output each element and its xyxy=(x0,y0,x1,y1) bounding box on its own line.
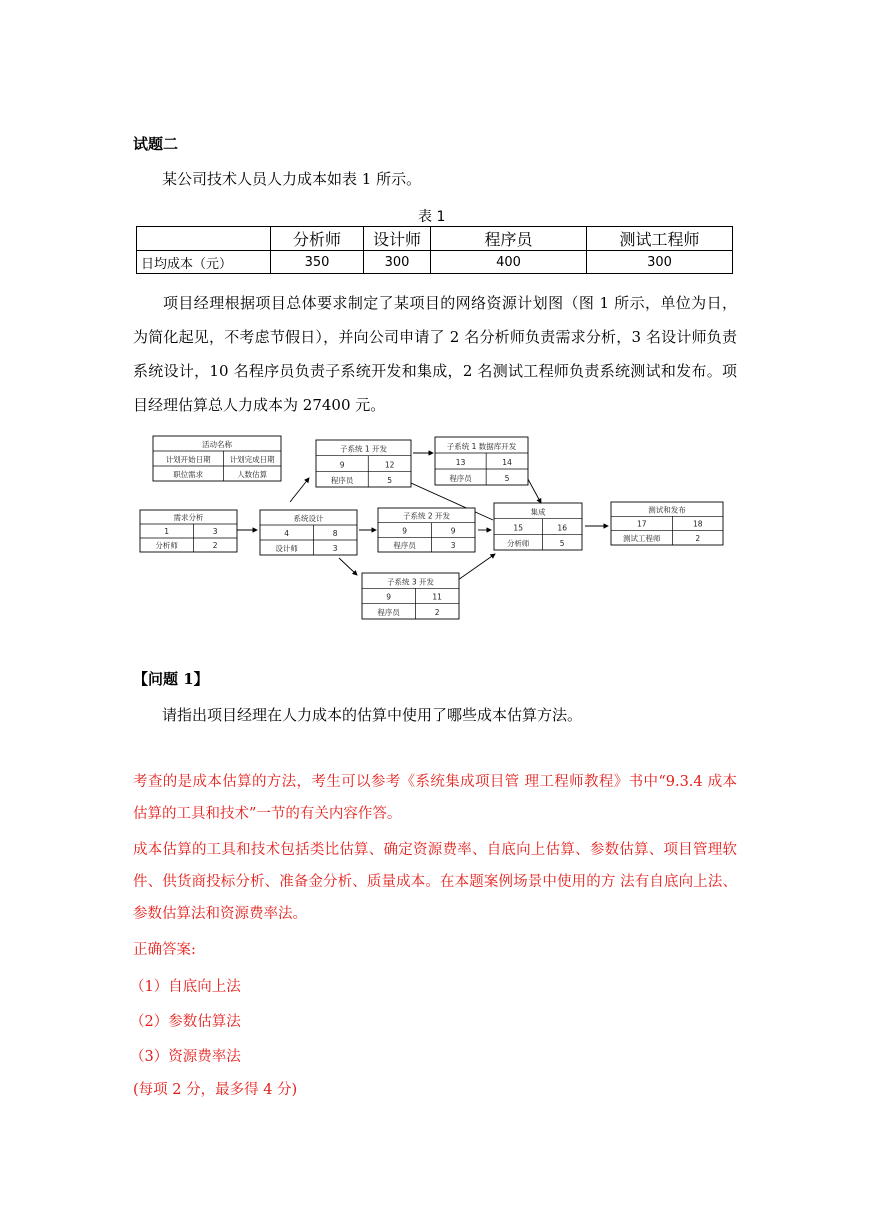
node-name: 集成 xyxy=(530,507,546,517)
node-count: 5 xyxy=(559,539,565,548)
node-end: 16 xyxy=(557,523,567,533)
intro-text: 某公司技术人员人力成本如表 1 所示。 xyxy=(162,170,422,188)
node-start: 9 xyxy=(386,592,392,602)
scoring-note: (每项 2 分，最多得 4 分) xyxy=(133,1082,298,1098)
node-start: 1 xyxy=(164,527,170,536)
table-cell: 350 xyxy=(271,251,364,274)
node-role: 程序员 xyxy=(330,476,354,485)
node-role: 测试工程师 xyxy=(623,534,661,543)
node-start: 9 xyxy=(339,460,345,470)
table-header-cell: 设计师 xyxy=(364,227,431,251)
node-end: 18 xyxy=(693,519,703,529)
section-heading: 试题二 xyxy=(133,135,179,153)
node-end: 8 xyxy=(332,529,338,538)
node-start: 4 xyxy=(284,529,290,538)
node-end: 3 xyxy=(212,527,218,536)
node-start: 13 xyxy=(455,458,466,467)
cost-table xyxy=(136,226,733,274)
legend-start: 计划开始日期 xyxy=(165,455,211,464)
node-role: 程序员 xyxy=(377,608,400,617)
node-end: 9 xyxy=(450,526,456,536)
node-role: 程序员 xyxy=(393,541,416,550)
network-diagram xyxy=(133,430,733,625)
node-end: 14 xyxy=(502,458,512,467)
node-name: 子系统 1 数据库开发 xyxy=(446,442,517,451)
table-caption: 表 1 xyxy=(418,209,446,225)
table-header-cell xyxy=(137,227,271,251)
legend-count: 人数估算 xyxy=(237,470,268,479)
node-start: 15 xyxy=(513,523,523,533)
node-count: 5 xyxy=(387,476,393,485)
body-paragraph: 项目经理根据项目总体要求制定了某项目的网络资源计划图（图 1 所示，单位为日，为简化起见，不考虑节假日），并向公司申请了 2 名分析师负责需求分析，3 名设计师负责系统设计，10 名程序员负责子系统开发和集成，2 名测试工程师负责系统测试和发布。项目经理估算总人力成本为 27400 元。 xyxy=(133,294,737,414)
table-cell: 300 xyxy=(587,251,733,274)
node-start: 9 xyxy=(402,526,408,536)
table-header-cell: 测试工程师 xyxy=(587,227,733,251)
legend-end: 计划完成日期 xyxy=(229,455,275,464)
table-cell: 400 xyxy=(431,251,587,274)
table-header-cell: 程序员 xyxy=(431,227,587,251)
node-count: 3 xyxy=(332,544,338,553)
node-count: 2 xyxy=(695,534,701,543)
node-count: 3 xyxy=(450,541,456,550)
answer-item: （1）自底向上法 xyxy=(130,979,241,995)
node-role: 设计师 xyxy=(275,544,298,553)
legend-name: 活动名称 xyxy=(202,440,232,449)
table-header-cell: 分析师 xyxy=(271,227,364,251)
node-end: 12 xyxy=(384,460,395,470)
table-row xyxy=(137,251,733,274)
question-text: 请指出项目经理在人力成本的估算中使用了哪些成本估算方法。 xyxy=(162,706,583,724)
node-name: 系统设计 xyxy=(293,514,324,523)
node-name: 需求分析 xyxy=(173,513,204,522)
node-name: 子系统 1 开发 xyxy=(339,444,388,454)
answer-paragraph-1: 考查的是成本估算的方法，考生可以参考《系统集成项目管 理工程师教程》书中“9.3.4 成本估算的工具和技术”一节的有关内容作答。 xyxy=(133,774,737,822)
table-cell: 300 xyxy=(364,251,431,274)
node-name: 测试和发布 xyxy=(648,505,686,515)
table-row-label: 日均成本（元） xyxy=(137,251,271,274)
node-count: 2 xyxy=(212,541,218,550)
answer-item: （2）参数估算法 xyxy=(130,1014,241,1030)
node-count: 2 xyxy=(434,608,440,617)
node-role: 分析师 xyxy=(506,539,530,548)
table-header-row xyxy=(137,227,733,251)
node-name: 子系统 3 开发 xyxy=(386,577,435,587)
legend-role: 职位需求 xyxy=(173,470,204,479)
answer-label: 正确答案: xyxy=(133,942,196,958)
node-role: 分析师 xyxy=(155,541,178,550)
answer-item: （3）资源费率法 xyxy=(130,1049,241,1065)
node-count: 5 xyxy=(504,474,510,483)
question-title: 【问题 1】 xyxy=(133,670,209,688)
node-start: 17 xyxy=(637,519,647,529)
node-end: 11 xyxy=(432,592,442,602)
node-role: 程序员 xyxy=(449,474,472,483)
node-name: 子系统 2 开发 xyxy=(402,511,451,521)
answer-paragraph-2: 成本估算的工具和技术包括类比估算、确定资源费率、自底向上估算、参数估算、项目管理软件、供货商投标分析、准备金分析、质量成本。在本题案例场景中使用的方 法有自底向上法、参数估算法和资源费率法。 xyxy=(133,842,737,922)
